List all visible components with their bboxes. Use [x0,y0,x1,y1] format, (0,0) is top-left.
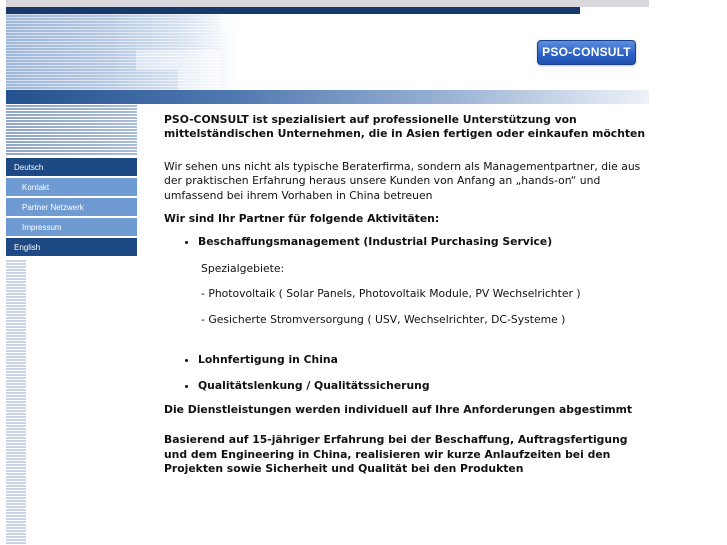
list-item [198,353,654,367]
header-grid-pattern [6,14,238,90]
activity-title: Lohnfertigung in China [198,353,338,367]
closing-text: Die Dienstleistungen werden individuell auf Ihre Anforderungen abgestimmt [164,402,633,416]
activity-title: Qualitätslenkung / Qualitätssicherung [198,379,430,393]
company-logo[interactable]: PSO-CONSULT [537,40,636,65]
list-item [198,235,654,327]
list-item [198,379,654,393]
header-gradient-band [6,90,649,104]
nav-item-kontakt[interactable]: Kontakt [6,178,137,196]
sidebar-stripe-fill [6,260,26,545]
nav-item-deutsch[interactable]: Deutsch [6,158,137,176]
activity-title: Beschaffungsmanagement (Industrial Purchasing Service) [198,235,553,249]
grid-block [136,50,220,70]
activities-list [164,235,654,393]
header-top-bar-blue [6,7,580,14]
activity-details [198,262,654,327]
intro-text: PSO-CONSULT ist spezialisiert auf professionelle Unterstützung von mittelständischen Unternehmen, die in Asien fertigen oder einkaufen möchten [164,113,646,141]
grid-block [178,70,220,90]
description-text: Wir sehen uns nicht als typische Beraterfirma, sondern als Managementpartner, die aus der praktischen Erfahrung heraus unsere Kunden von Anfang an „hands-on“ und umfassend bei ihrem Vorhaben in China betreuen [164,159,641,202]
specialties-heading: Spezialgebiete: [201,261,285,275]
nav-item-english[interactable]: English [6,238,137,256]
activities-heading: Wir sind Ihr Partner für folgende Aktivitäten: [164,212,440,226]
sidebar-stripe-pattern [6,104,137,156]
sidebar-nav [6,158,137,258]
grid-block [220,14,238,32]
header-top-bar-grey [6,0,649,7]
nav-item-partner-netzwerk[interactable]: Partner Netzwerk [6,198,137,216]
specialty-item: - Photovoltaik ( Solar Panels, Photovoltaik Module, PV Wechselrichter ) [201,287,581,301]
nav-item-impressum[interactable]: Impressum [6,218,137,236]
specialty-item: - Gesicherte Stromversorgung ( USV, Wechselrichter, DC-Systeme ) [201,312,566,326]
main-content [164,113,654,477]
closing-text-experience: Basierend auf 15-jähriger Erfahrung bei der Beschaffung, Auftragsfertigung und dem Engineering in China, realisieren wir kurze Anlaufzeiten bei den Projekten sowie Sicherheit und Qualität bei den Produkten [164,433,628,476]
